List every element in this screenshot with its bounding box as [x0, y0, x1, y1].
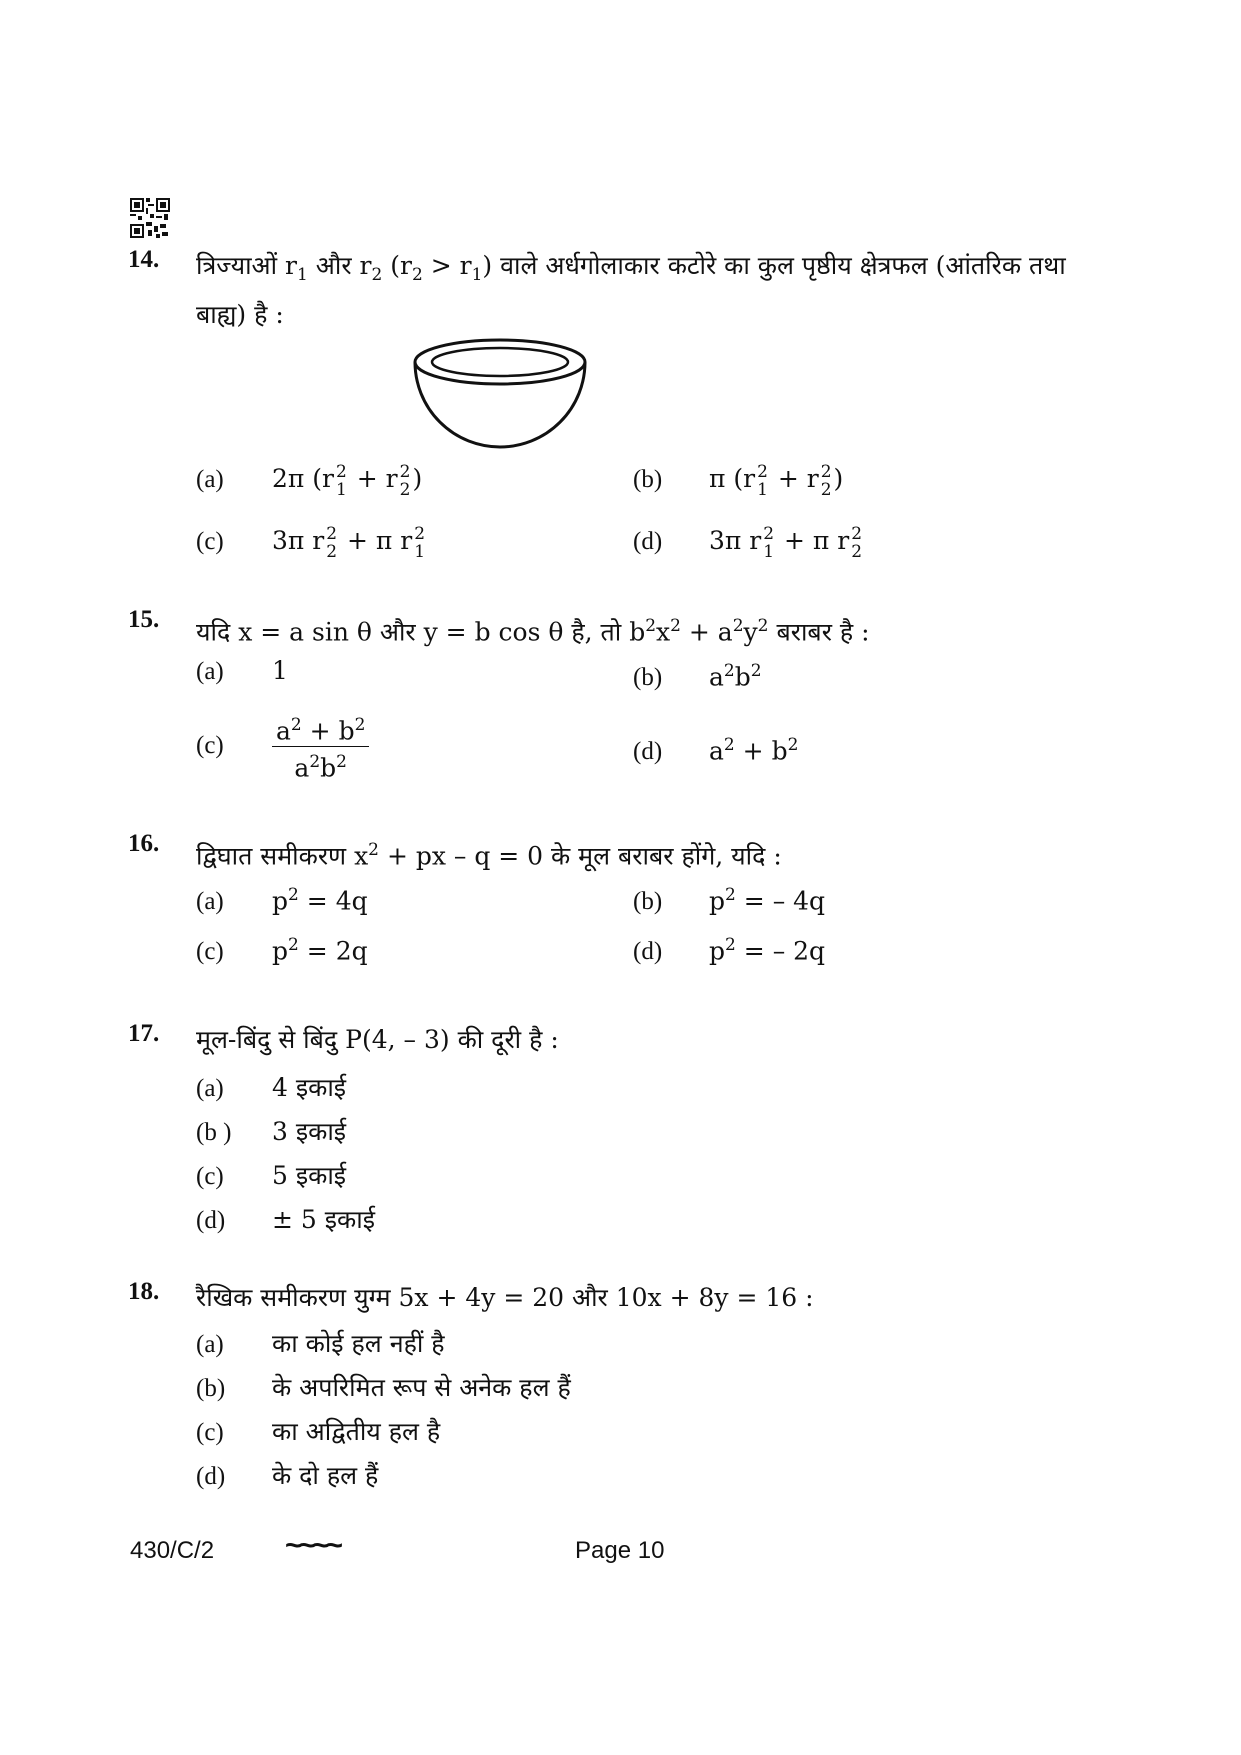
option-row: [196, 870, 1088, 920]
option-row: [196, 646, 1088, 696]
option-b: (b) $a^2b^2$: [633, 661, 762, 692]
question-17: [128, 1020, 1088, 1234]
option-d: (d) ± 5 इकाई: [196, 1205, 375, 1234]
option-c: (c) 5 इकाई: [196, 1161, 347, 1190]
option-c: (c) $p^2 = 2q$: [196, 935, 368, 966]
question-number: 14.: [128, 246, 160, 273]
question-text: यदि x = a sin θ और y = b cos θ है, तो $b^2x^2 + a^2y^2$ बराबर है :: [196, 616, 870, 647]
option-c: (c) $\frac{a^2 + b^2}{a^2b^2}$: [196, 710, 369, 784]
option-a: (a) $p^2 = 4q$: [196, 885, 368, 916]
option-row: [196, 454, 1088, 504]
question-18: [128, 1278, 1088, 1490]
option-b: (b) के अपरिमित रूप से अनेक हल हैं: [196, 1373, 571, 1402]
option-d: (d) 3π r 2 1 + π r 2 2: [633, 523, 863, 562]
question-16: [128, 830, 1088, 966]
options-grid: [128, 454, 1088, 566]
option-b: (b ) 3 इकाई: [196, 1117, 347, 1146]
page-number: Page 10: [575, 1537, 665, 1564]
question-number: 17.: [128, 1020, 160, 1047]
option-b: (b) π (r 2 1 + r 2 2 ): [633, 461, 844, 500]
qr-code: [130, 198, 170, 238]
question-15: [128, 606, 1088, 783]
question-text: द्विघात समीकरण $x^2$ + px – q = 0 के मूल बराबर होंगे, यदि :: [196, 840, 782, 871]
option-c: (c) का अद्वितीय हल है: [196, 1417, 441, 1446]
option-row: [196, 516, 1088, 566]
question-text: रैखिक समीकरण युग्म 5x + 4y = 20 और 10x + 8y = 16 :: [196, 1283, 814, 1312]
option-d: (d) के दो हल हैं: [196, 1461, 379, 1490]
question-text: त्रिज्याओं $r_1$ और $r_2$ $(r_2 > r_1)$ वाले अर्धगोलाकार कटोरे का कुल पृष्ठीय क्षेत्रफल (आंतरिक तथा बाह्य) है :: [196, 251, 1066, 329]
option-b: (b) $p^2$ = – 4q: [633, 885, 826, 916]
question-text: मूल-बिंदु से बिंदु P(4, – 3) की दूरी है :: [196, 1025, 559, 1054]
fraction: $\frac{a^2 + b^2}{a^2b^2}$: [272, 710, 369, 784]
option-row: [196, 920, 1088, 970]
question-number: 15.: [128, 606, 160, 633]
option-c: (c) 3π r 2 2 + π r 2 1: [196, 523, 426, 562]
option-row: [196, 710, 1088, 783]
paper-code: 430/C/2: [130, 1537, 215, 1564]
option-a: (a) 1: [196, 656, 288, 685]
question-14: [128, 246, 1088, 562]
hemispherical-bowl-image: [410, 332, 590, 452]
question-number: 16.: [128, 830, 160, 857]
option-a: (a) का कोई हल नहीं है: [196, 1329, 445, 1358]
option-d: (d) $p^2$ = – 2q: [633, 935, 826, 966]
option-a: (a) 4 इकाई: [196, 1073, 347, 1102]
question-number: 18.: [128, 1278, 160, 1305]
option-d: (d) $a^2 + b^2$: [633, 735, 799, 766]
tilde-separator: ~~~~: [285, 1529, 340, 1562]
option-a: (a) 2π (r 2 1 + r 2 2 ): [196, 461, 423, 500]
